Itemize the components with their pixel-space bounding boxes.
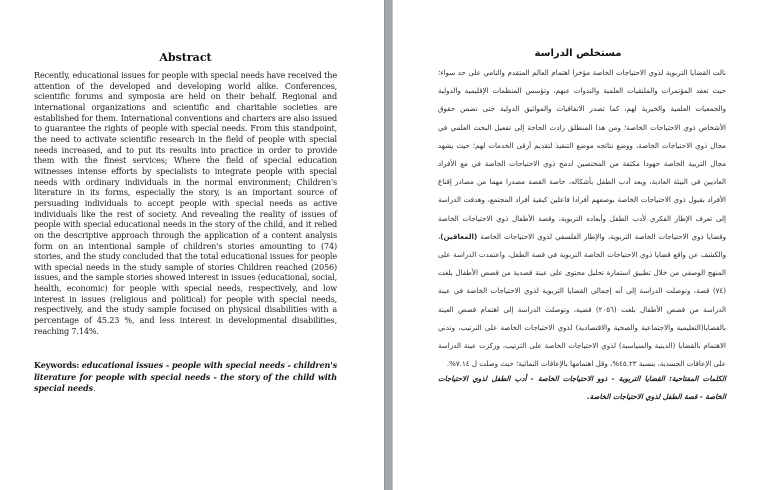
arabic-abstract-title: مستخلص الدراسة (534, 48, 622, 59)
page-divider (384, 0, 393, 490)
abstract-body: Recently, educational issues for people with special needs have received the attention of the developed and developing world alike. Conferences, scientific forums and symposia are held on their behalf. Regional and international organizations and scientific and charitable societies are established for them. International conventions and charters are also issued to guarantee the rights of people with special needs. From this standpoint, the need to activate scientific research in the field of people with special needs increased, and to put its results into practice in order to provide them with the finest services; Where the field of special education witnesses intense efforts by specialists to integrate people with special needs with ordinary individuals in the normal environment; Children's literature in its forms, especially the story, is an important source of persuading individuals to accept people with special needs as active individuals like the rest of society. And revealing the reality of issues of people with special educational needs in the story of the child, and it relied on the descriptive approach through the application of a content analysis form on an intentional sample of children's stories amounting to (74) stories, and the study concluded that the total educational issues for people with special needs in the study sample of stories Children reached (2056) issues, and the sample stories showed interest in issues (educational, social, health, economic) for people with special needs, respectively, and low interest in issues (religious and political) for people with special needs, respectively, and the study sample focused on physical disabilities with a percentage of 45.23 %, and less interest in developmental disabilities, reaching 7.14%. (34, 70, 337, 336)
keywords-end: . (92, 383, 96, 393)
keywords-paragraph (34, 360, 337, 395)
arabic-body-part2: ، والكشف عن واقع قضايا ذوي الاحتياجات الخاصة التربوية في قصة الطفل، واعتمدت الدراسة على المنهج الوصفي من خلال تطبيق استمارة تحليل محتوى على عينة قصدية من قصص الأطفال بلغت (٧٤) قصة، وتوصلت الدراسة إلى أنه إجمالي القضايا التربوية لذوي الاحتياجات الخاصة في عينة الدراسة من قصص الأطفال بلغت (٢٠٥٦) قضية، وتوصلت الدراسة إلى اهتمام قصص العينة بالقضايا(التعليمية والاجتماعية والصحية والاقتصادية) لذوي الاحتياجات الخاصة على الترتيب، وتدني الاهتمام بالقضايا (الدينية والسياسية) لذوي الاحتياجات الخاصة على الترتيب، وركزت عينة الدراسة على الإعاقات الجسدية، بنسبة ٤٥.٢٣%، وقل اهتمامها بالإعاقات النمائية؛ حيث وصلت ل ٧.١٤%. (438, 231, 726, 369)
arabic-abstract-page (393, 0, 763, 490)
arabic-body-highlight: (المعاقين) (440, 231, 478, 241)
arabic-body-part1: نالت القضايا التربوية لذوي الاحتياجات الخاصة مؤخرا اهتمام العالم المتقدم والنامي على حد سواء؛ حيث تعقد المؤتمرات والملتقيات العلمية والندوات عنهم، وتؤسس المنظمات الإقليمية والدولية والجمعيات العلمية والخيرية لهم، كما تصدر الاتفاقيات والمواثيق الدولية حتى تضمن حقوق الأشخاص ذوي الاحتياجات الخاصة؛ ومن هذا المنطلق زادت الحاجة إلى تفعيل البحث العلمي في مجال ذوي الاحتياجات الخاصة، ووضع نتائجه موضع التنفيذ لتقديم أرقى الخدمات لهم؛ حيث يشهد مجال التربية الخاصة جهودا مكثفة من المختصين لدمج ذوي الاحتياجات الخاصة في مع الأفراد العاديين في البيئة العادية، ويعد أدب الطفل بأشكاله، خاصة القصة مصدرا مهما من مصادر إقناع الأفراد بقبول ذوي الاحتياجات الخاصة بوصفهم أفرادا فاعلين كبقية أفراد المجتمع، وهدفت الدراسة إلى تعرف الإطار الفكري لأدب الطفل وأبعاده التربوية، وقصة الأطفال ذوي الاحتياجات الخاصة وقضايا ذوي الاحتياجات الخاصة التربوية، والإطار الفلسفي لذوي الاحتياجات الخاصة (438, 68, 727, 241)
arabic-abstract-body (438, 64, 726, 373)
arabic-keywords: الكلمات المفتاحية: القضايا التربوية - ذوو الاحتياجات الخاصة - أدب الطفل لذوي الاحتياجات الخاصة - قصة الطفل لذوي الاحتياجات الخاصة. (438, 374, 726, 402)
abstract-title: Abstract (159, 51, 212, 64)
keywords-label: Keywords: (34, 360, 80, 370)
keywords-text: educational issues - people with special needs - children's literature for people with special needs - the story of the child with special needs (34, 360, 337, 393)
